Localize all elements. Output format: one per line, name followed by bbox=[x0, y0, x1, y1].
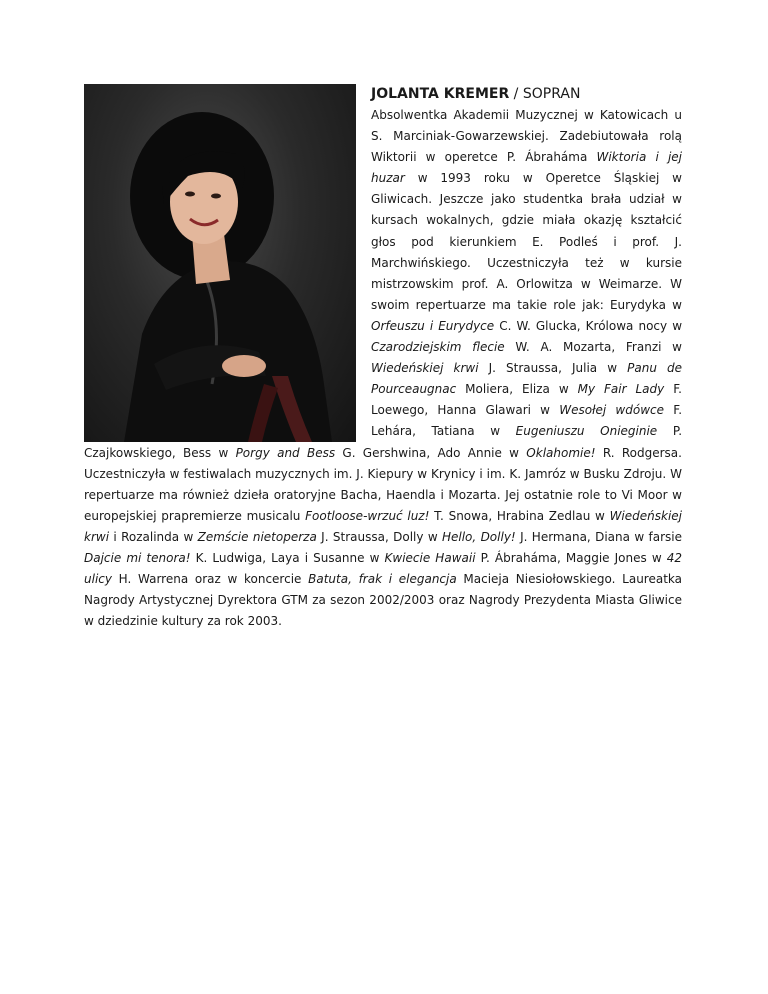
bio-text: G. Gershwina, Ado Annie w bbox=[335, 445, 527, 460]
bio-text: i Rozalinda w bbox=[109, 529, 198, 544]
work-title: Footloose-wrzuć luz! bbox=[305, 508, 430, 523]
work-title: Eugeniuszu Onieginie bbox=[515, 424, 658, 439]
bio-text: K. Ludwiga, Laya i Susanne w bbox=[190, 550, 385, 565]
work-title: Porgy and Bess bbox=[235, 445, 336, 460]
bio-text: w 1993 roku w Operetce Śląskiej w Gliwicach. Jeszcze jako studentka brała udział w kursach wokalnych, gdzie miała okazję kształcić głos pod kierunkiem E. Podleś i prof. J. Marchwińskiego. Uczestniczyła też w kursie mistrzowskim prof. A. Orlowitza w Weimarze. W swoim repertuarze ma takie role jak: Eurydyka w bbox=[371, 171, 682, 312]
bio-text: R. Rodgersa. Uczestniczyła w festiwalach muzycznych im. J. Kiepury w Krynicy i im. K. Jamróz w Busku Zdroju. W repertuarze ma również dzieła oratoryjne Bacha, Haendla i Mozarta. Jej ostatnie role to Vi Moor w europejskiej prapremierze musicalu bbox=[84, 445, 682, 523]
bio-text: Macieja Niesiołowskiego. Laureatka Nagrody Artystycznej Dyrektora GTM za sezon 2002/2003 oraz Nagrody Prezydenta Miasta Gliwice w dziedzinie kultury za rok 2003. bbox=[84, 572, 682, 629]
work-title: Wiedeńskiej krwi bbox=[371, 361, 479, 376]
biography-text bbox=[84, 84, 682, 632]
work-title: Kwiecie Hawaii bbox=[384, 550, 476, 565]
bio-text: H. Warrena oraz w koncercie bbox=[111, 572, 309, 587]
work-title: Dajcie mi tenora! bbox=[84, 550, 191, 565]
work-title: Czarodziejskim flecie bbox=[371, 340, 505, 355]
work-title: Wesołej wdówce bbox=[559, 403, 664, 418]
bio-text: Absolwentka Akademii Muzycznej w Katowicach u S. Marciniak-Gowarzewskiej. Zadebiutowała rolą Wiktorii w operetce P. Ábraháma bbox=[371, 108, 682, 165]
bio-text: P. Ábraháma, Maggie Jones w bbox=[475, 550, 667, 565]
bio-text: F. Lehára, Tatiana w bbox=[371, 403, 683, 439]
bio-text: T. Snowa, Hrabina Zedlau w bbox=[429, 508, 610, 523]
voice-type: SOPRAN bbox=[522, 86, 581, 102]
work-title: Wiktoria i jej huzar bbox=[371, 150, 682, 186]
bio-text: J. Hermana, Diana w farsie bbox=[515, 529, 682, 544]
work-title: Batuta, frak i elegancja bbox=[308, 572, 457, 587]
work-title: Zemście nietoperza bbox=[197, 529, 317, 544]
photo-spacer bbox=[84, 84, 371, 442]
bio-text: P. Czajkowskiego, Bess w bbox=[84, 424, 683, 460]
bio-text: J. Straussa, Dolly w bbox=[316, 529, 442, 544]
work-title: Oklahomie! bbox=[526, 445, 596, 460]
bio-text: C. W. Glucka, Królowa nocy w bbox=[494, 318, 683, 333]
work-title: 42 ulicy bbox=[84, 550, 682, 587]
title-separator: / bbox=[509, 86, 523, 102]
bio-text: F. Loewego, Hanna Glawari w bbox=[371, 382, 682, 418]
work-title: My Fair Lady bbox=[577, 382, 665, 397]
artist-name: JOLANTA KREMER bbox=[371, 86, 510, 102]
bio-text: J. Straussa, Julia w bbox=[478, 361, 628, 376]
bio-text: Moliera, Eliza w bbox=[456, 382, 578, 397]
work-title: Panu de Pourceaugnac bbox=[371, 361, 682, 397]
bio-text: W. A. Mozarta, Franzi w bbox=[504, 340, 682, 355]
work-title: Hello, Dolly! bbox=[441, 529, 516, 544]
work-title: Wiedeńskiej krwi bbox=[84, 508, 683, 544]
work-title: Orfeuszu i Eurydyce bbox=[371, 318, 495, 333]
